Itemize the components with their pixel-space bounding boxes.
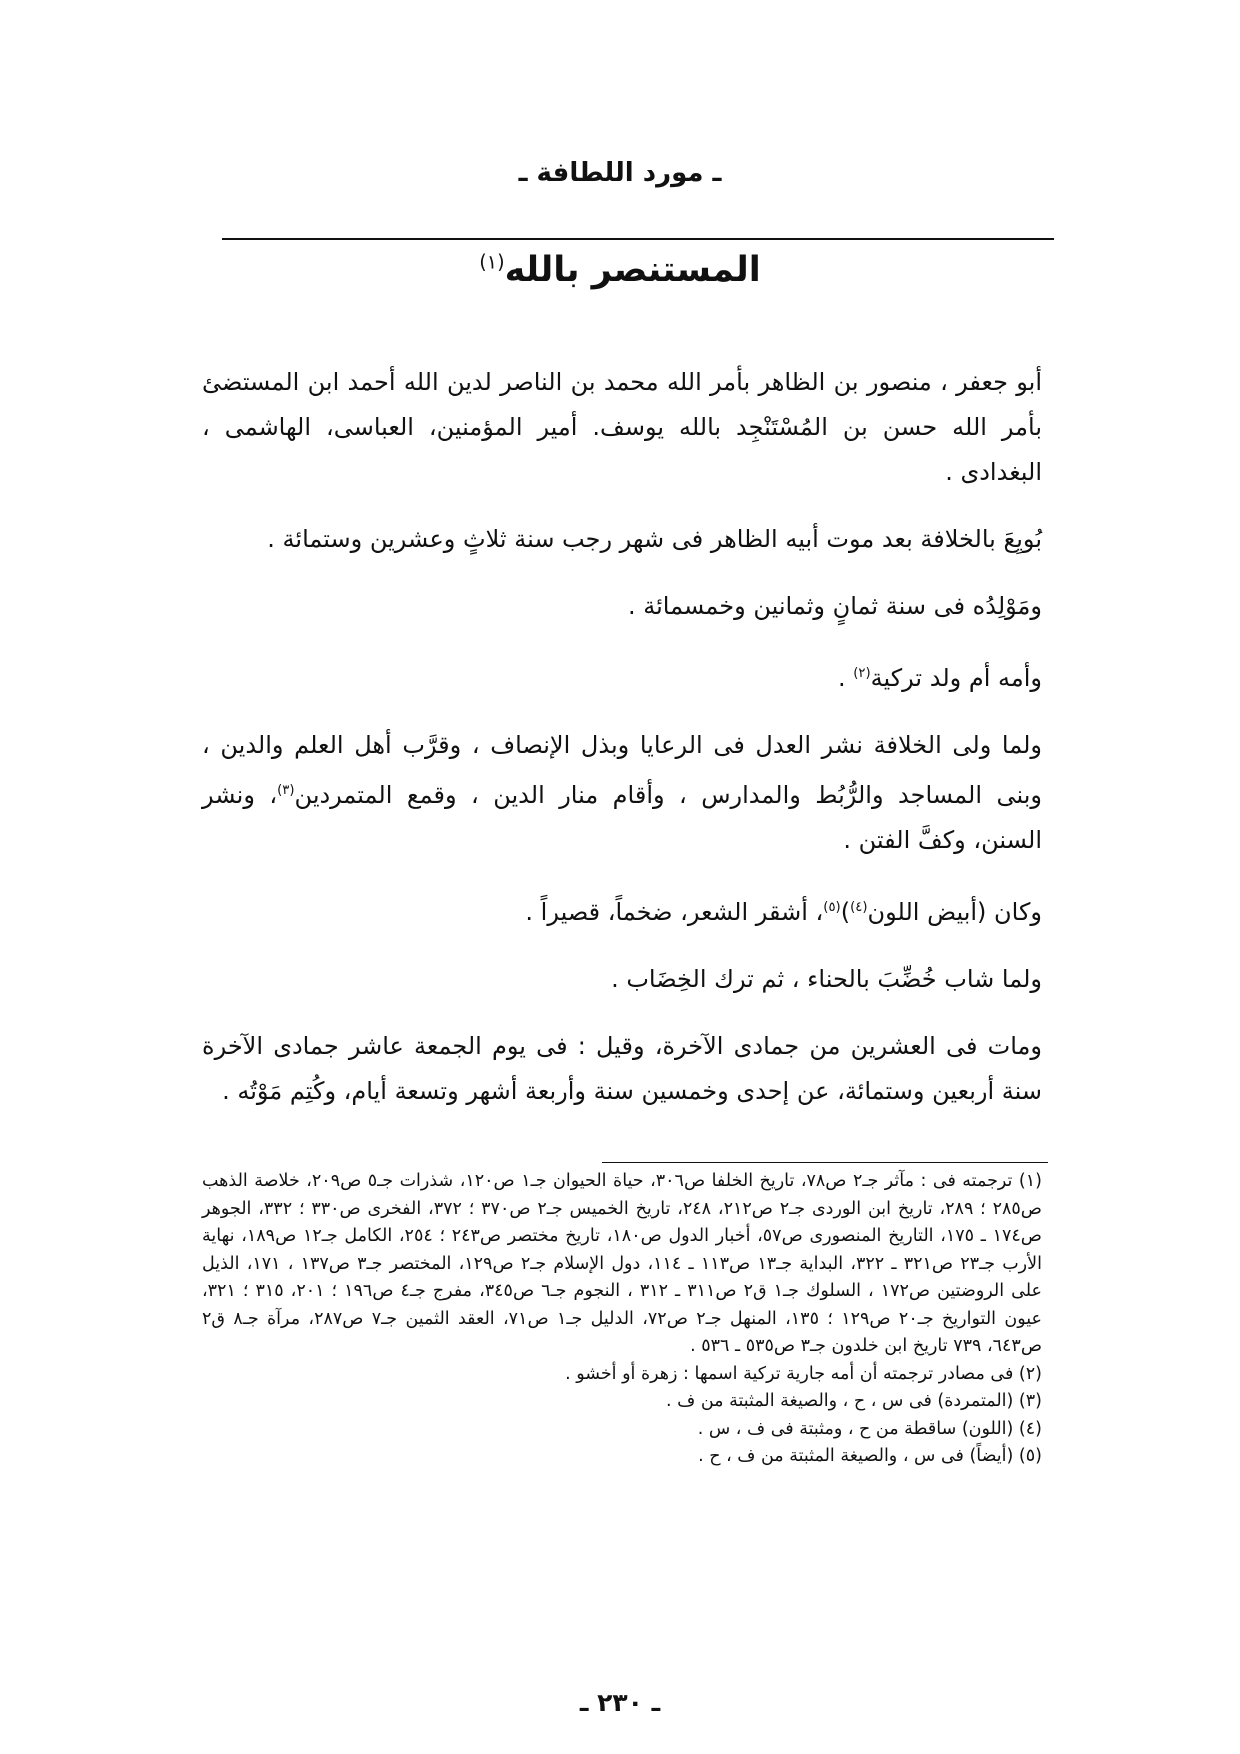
chapter-title-footnote-ref: (١) bbox=[479, 250, 505, 274]
chapter-title bbox=[0, 250, 1240, 290]
footnote-ref-4: (٤) bbox=[850, 900, 868, 915]
footnote-5: (٥) (أيضاً) فى س ، والصيغة المثبتة من ف ، ح . bbox=[698, 1446, 1042, 1466]
footnote-ref-2: (٢) bbox=[853, 666, 871, 681]
paragraph-mother bbox=[202, 651, 1042, 701]
appearance-a: وكان (أبيض اللون bbox=[867, 898, 1042, 926]
footnote-ref-5: (٥) bbox=[823, 900, 841, 915]
paragraph-death: ومات فى العشرين من جمادى الآخرة، وقيل : فى يوم الجمعة عاشر جمادى الآخرة سنة أربعين وستمائة، عن إحدى وخمسين سنة وأربعة أشهر وتسعة أيام، وكُتِم مَوْتُه . bbox=[202, 1032, 1042, 1105]
main-text bbox=[202, 360, 1042, 1114]
appearance-b: ) bbox=[840, 898, 851, 926]
footnote-3: (٣) (المتمردة) فى س ، ح ، والصيغة المثبتة من ف . bbox=[665, 1391, 1042, 1411]
footnote-1: (١) ترجمته فى : مآثر جـ٢ ص٧٨، تاريخ الخلفا ص٣٠٦، حياة الحيوان جـ١ ص١٢٠، شذرات جـ٥ ص٢٠٩، خلاصة الذهب ص٢٨٥ ؛ ٢٨٩، تاريخ ابن الوردى جـ٢ ص٢١٢، ٢٤٨، تاريخ الخميس جـ٢ ص٣٧٠ ؛ ٣٧٢، الفخرى ص٣٣٠ ؛ ٣٣٢، الجوهر ص١٧٤ ـ ١٧٥، التاريخ المنصورى ص٥٧، أخبار الدول ص١٨٠، تاريخ مختصر ص٢٤٣ ؛ ٢٥٤، الكامل جـ١٢ ص١٨٩، نهاية الأرب جـ٢٣ ص٣٢١ ـ ٣٢٢، البداية جـ١٣ ص١١٣ ـ ١١٤، دول الإسلام جـ٢ ص١٢٩، المختصر جـ٣ ص١٣٧ ، ١٧١، الذيل على الروضتين ص١٧٢ ، السلوك جـ١ ق٢ ص٣١١ ـ ٣١٢ ، النجوم جـ٦ ص٣٤٥، مفرج جـ٤ ص١٩٦ ؛ ٢٠١، ٣١٥ ؛ ٣٢١، عيون التواريخ جـ٢٠ ص١٢٩ ؛ ١٣٥، المنهل جـ٢ ص٧٢، الدليل جـ١ ص٧١، العقد الثمين جـ٧ ص٢٨٧، مرآة جـ٨ ق٢ ص٦٤٣، ٧٣٩ تاريخ ابن خلدون جـ٣ ص٥٣٥ ـ ٥٣٦ . bbox=[202, 1171, 1042, 1356]
footnote-4: (٤) (اللون) ساقطة من ح ، ومثبتة فى ف ، س . bbox=[697, 1418, 1042, 1439]
paragraph-appearance bbox=[202, 885, 1042, 935]
paragraph-birth: ومَوْلِدُه فى سنة ثمانٍ وثمانين وخمسمائة . bbox=[627, 592, 1042, 620]
mother-end: . bbox=[837, 664, 854, 692]
running-title: ـ مورد اللطافة ـ bbox=[518, 158, 722, 188]
footnotes bbox=[202, 1168, 1042, 1471]
paragraph-reign bbox=[202, 723, 1042, 863]
reign-end: ، ونشر السنن، وكفَّ الفتن . bbox=[202, 781, 1042, 854]
header-rule bbox=[222, 238, 1054, 240]
footnote-rule bbox=[602, 1162, 1048, 1163]
page-number: ـ ٢٣٠ ـ bbox=[579, 1688, 661, 1717]
chapter-title-text: المستنصر بالله bbox=[504, 250, 761, 290]
paragraph-dye: ولما شاب خُضِّبَ بالحناء ، ثم ترك الخِضَاب . bbox=[611, 965, 1042, 993]
footnote-2: (٢) فى مصادر ترجمته أن أمه جارية تركية اسمها : زهرة أو أخشو . bbox=[565, 1363, 1042, 1384]
paragraph-accession: بُويِعَ بالخلافة بعد موت أبيه الظاهر فى شهر رجب سنة ثلاثٍ وعشرين وستمائة . bbox=[267, 525, 1042, 553]
appearance-c: ، أشقر الشعر، ضخماً، قصيراً . bbox=[525, 898, 824, 926]
reign-text: ولما ولى الخلافة نشر العدل فى الرعايا وبذل الإنصاف ، وقرَّب أهل العلم والدين ، وبنى المساجد والرُّبُط والمدارس ، وأقام منار الدين ، وقمع المتمردين bbox=[202, 731, 1043, 809]
paragraph-lineage: أبو جعفر ، منصور بن الظاهر بأمر الله محمد بن الناصر لدين الله أحمد ابن المستضئ بأمر الله حسن بن المُسْتَنْجِد بالله يوسف. أمير المؤمنين، العباسى، الهاشمى ، البغدادى . bbox=[202, 368, 1042, 486]
mother-text: وأمه أم ولد تركية bbox=[870, 664, 1042, 692]
footnote-ref-3: (٣) bbox=[277, 783, 295, 798]
